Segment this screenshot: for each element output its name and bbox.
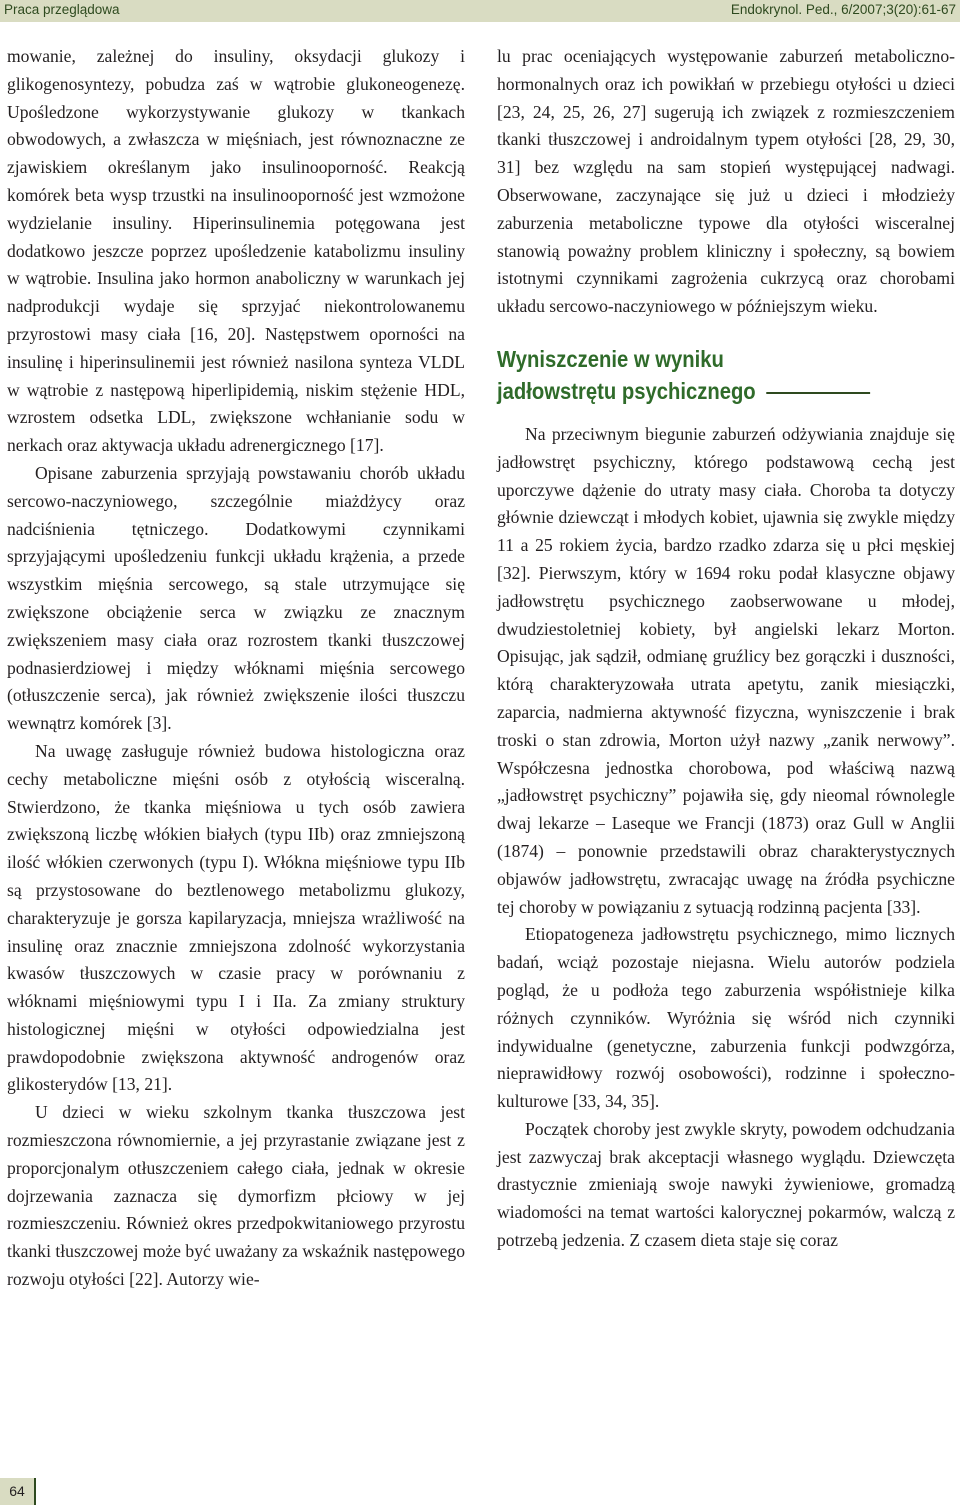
right-column (497, 43, 955, 1255)
page-number: 64 (0, 1478, 36, 1505)
left-column (7, 43, 465, 1294)
section-heading (497, 343, 955, 407)
journal-citation: Endokrynol. Ped., 6/2007;3(20):61-67 (730, 2, 956, 17)
paragraph: Na przeciwnym biegunie zaburzeń odżywiania znajduje się jadłowstręt psychiczny, którego podstawową cechą jest uporczywe dążenie do utraty masy ciała. Choroba ta dotyczy głównie dziewcząt i młodych kobiet, ujawnia się zwykle między 11 a 25 rokiem życia, bardzo rzadko zdarza się u płci męskiej [32]. Pierwszym, który w 1694 roku podał klasyczne objawy jadłowstrętu psychicznego zaobserwowane u młodej, dwudziestoletniej kobiety, był angielski lekarz Morton. Opisując, jak sądził, odmianę gruźlicy bez gorączki i duszności, którą charakteryzowała utrata apetytu, zanik miesiączki, zaparcia, nadmierna aktywność fizyczna, wyniszczenie i brak troski o stan zdrowia, Morton użył nazwy „zanik nerwowy”. Współczesna jednostka chorobowa, pod właściwą nazwą „jadłowstręt psychiczny” pojawiła się, gdy nieomal równolegle dwaj lekarze – Laseque we Francji (1873) oraz Gull w Anglii (1874) – ponownie przedstawili obraz charakterystycznych objawów jadłowstrętu, zwracając uwagę na źródła psychiczne tej choroby w powiązaniu z sytuacją rodzinną pacjenta [33]. (497, 423, 955, 917)
article-type: Praca przeglądowa (4, 2, 120, 17)
paragraph: U dzieci w wieku szkolnym tkanka tłuszczowa jest rozmieszczona równomiernie, a jej przyrastanie związane jest z proporcjonalym otłuszczeniem całego ciała, jednak w okresie dojrzewania zaznacza się dymorfizm płciowy w jej rozmieszczeniu. Również okres przedpokwitaniowego przyrostu tkanki tłuszczowej może być uważany za wskaźnik następowego rozwoju otyłości [22]. Autorzy wie- (7, 1102, 465, 1290)
paragraph: mowanie, zależnej do insuliny, oksydacji glukozy i glikogenosyntezy, pobudza zaś w wątrobie glukoneogenezę. Upośledzone wykorzystywanie glukozy w tkankach obwodowych, a zwłaszcza w mięśniach, jest równoznaczne ze zjawiskiem określanym jako insulinooporność. Reakcją komórek beta wysp trzustki na insulinooporność jest wzmożone wydzielanie insuliny. Hiperinsulinemia potęgowana jest dodatkowo jeszcze poprzez upośledzenie katabolizmu insuliny w wątrobie. Insulina jako hormon anaboliczny w warunkach jej nadprodukcji wydaje się sprzyjać niekontrolowanemu przyrostowi masy ciała [16, 20]. Następstwem oporności na insulinę i hiperinsulinemii jest również nasilona synteza VLDL w wątrobie z następową hiperlipidemią, niskim stężenie HDL, wzrostem odsetka LDL, zwiększone wchłanianie sodu w nerkach oraz aktywacja układu adrenergicznego [17]. (7, 46, 465, 456)
paragraph: Opisane zaburzenia sprzyjają powstawaniu chorób układu sercowo-naczyniowego, szczególnie miażdżycy oraz nadciśnienia tętniczego. Dodatkowymi czynnikami sprzyjającymi upośledzeniu funkcji układu krążenia, a przede wszystkim mięśnia sercowego, są stale utrzymujące się zwiększone obciążenie serca w związku ze znacznym zwiększeniem masy ciała oraz rozrostem tkanki tłuszczowej podnasierdziowej i między włóknami mięśnia sercowego (otłuszczenie serca), jak również zwiększenie ilości tłuszczu wewnątrz komórek [3]. (7, 462, 465, 734)
paragraph: Początek choroby jest zwykle skryty, powodem odchudzania jest zazwyczaj brak akceptacji własnego wyglądu. Dziewczęta drastycznie zmieniają swoje nawyki żywieniowe, gromadzą wiadomości na temat wartości kalorycznej pokarmów, walczą z potrzebą jedzenia. Z czasem dieta staje się coraz (497, 1118, 955, 1251)
section-heading-line2: jadłowstrętu psychicznego (497, 377, 756, 404)
heading-rule (766, 392, 870, 394)
section-heading-line1: Wyniszczenie w wyniku (497, 345, 724, 372)
paragraph: Na uwagę zasługuje również budowa histologiczna oraz cechy metaboliczne mięśni osób z otyłością wisceralną. Stwierdzono, że tkanka mięśniowa u tych osób zawiera zwiększoną liczbę włókien białych (typu IIb) oraz zmniejszoną ilość włókien czerwonych (typu I). Włókna mięśniowe typu IIb są przystosowane do beztlenowego metabolizmu glukozy, charakteryzuje je gorsza kapilaryzacja, mniejsza wrażliwość na insulinę oraz znacznie zmniejszona zdolność wykorzystania kwasów tłuszczowych w czasie pracy w porównaniu z włóknami mięśniowymi typu I i IIa. Za zmiany struktury histologicznej mięśni w otyłości odpowiedzialna jest prawdopodobnie zwiększona aktywność androgenów oraz glikosterydów [13, 21]. (7, 740, 465, 1095)
page-footer (0, 1478, 960, 1505)
paragraph: Etiopatogeneza jadłowstrętu psychicznego, mimo licznych badań, wciąż pozostaje niejasna. Wielu autorów podziela pogląd, że u podłoża tego zaburzenia współistnieje kilka różnych czynników. Wyróżnia się wśród nich czynniki indywidualne (genetyczne, zaburzenia funkcji podwzgórza, nieprawidłowy rozwój osobowości), rodzinne i społeczno-kulturowe [33, 34, 35]. (497, 924, 955, 1112)
paragraph: lu prac oceniających występowanie zaburzeń metaboliczno-hormonalnych oraz ich powikłań w przebiegu otyłości u dzieci [23, 24, 25, 26, 27] sugerują ich związek z rozmieszczeniem tkanki tłuszczowej i androidalnym typem otyłości [28, 29, 30, 31] bez względu na sam stopień występującej nadwagi. Obserwowane, zaczynające się już u dzieci i młodzieży zaburzenia metaboliczne typowe dla otyłości wisceralnej stanowią poważny problem kliniczny i społeczny, są bowiem istotnymi czynnikami zagrożenia cukrzycą oraz chorobami układu sercowo-naczyniowego w późniejszym wieku. (497, 46, 955, 317)
running-header (0, 0, 960, 22)
